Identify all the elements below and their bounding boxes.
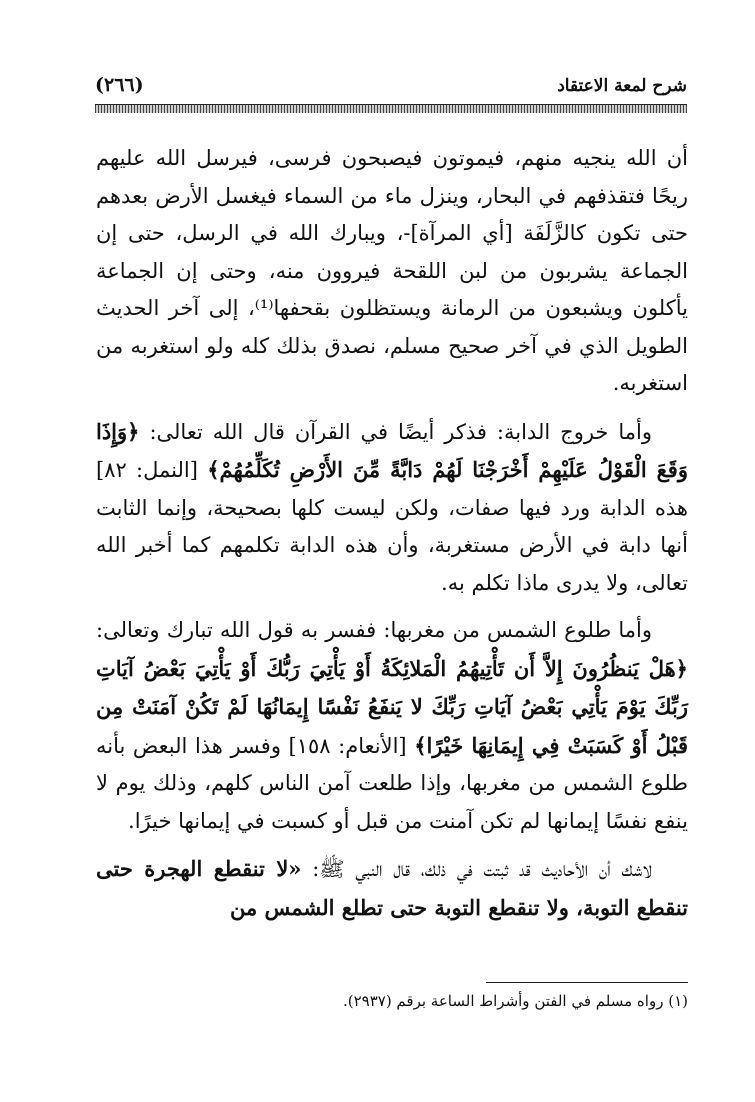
quran-verse-anam: ﴿هَلْ يَنظُرُونَ إِلاَّ أَن تَأْتِيهُمُ الْمَلائِكَةُ أَوْ يَأْتِيَ رَبُّكَ أَوْ يَأْتِيَ بَعْضُ آيَاتِ رَبِّكَ يَوْمَ يَأْتِي بَعْضُ آيَاتِ رَبِّكَ لا يَنفَعُ نَفْسًا إِيمَانُهَا لَمْ تَكُنْ آمَنَتْ مِن قَبْلُ أَوْ كَسَبَتْ فِي إِيمَانِهَا خَيْرًا﴾ [96,655,688,758]
paragraph-1: أن الله ينجيه منهم، فيموتون فيصبحون فرسى، فيرسل الله عليهم ريحًا فتقذفهم في البحار، وينزل ماء من السماء فيغسل الأرض بعدهم حتى تكون كالزَّلَفَة [أي المرآة]-، ويبارك الله في الرسل، حتى إن الجماعة يشربون من لبن اللقحة فيروون منه، وحتى إن الجماعة يأكلون ويشبعون من الرمانة ويستظلون بقحفها⁽¹⁾، إلى آخر الحديث الطويل الذي في آخر صحيح مسلم، نصدق بذلك كله ولو استغربه من استغربه. [96,146,688,395]
page-number: (٢٦٦) [95,74,144,96]
footnote-separator [486,982,688,983]
header-rule [95,104,687,113]
paragraph-4-intro: لاشك أن الأحاديث قد ثبتت في ذلك، قال النبي ﷺ: [312,857,652,881]
paragraph-2-intro: وأما خروج الدابة: فذكر أيضًا في القرآن قال الله تعالى: [149,419,652,444]
paragraph-2-body: [النمل: ٨٢] هذه الدابة ورد فيها صفات، ولكن ليست كلها بصحيحة، وإنما الثابت أنها دابة في الأرض مستغربة، وأن هذه الدابة تكلمهم كما أخبر الله تعالى، ولا يدرى ماذا تكلم به. [96,458,688,595]
paragraph-3-body: [الأنعام: ١٥٨] وفسر هذا البعض بأنه طلوع الشمس من مغربها، وإذا طلعت آمن الناس كلهم، وذلك يوم لا ينفع نفسًا إيمانها لم تكن آمنت من قبل أو كسبت في إيمانها خيرًا. [96,733,688,833]
footnote: (١) رواه مسلم في الفتن وأشراط الساعة برقم (٢٩٣٧). [342,992,688,1010]
page-header [95,72,687,106]
book-title: شرح لمعة الاعتقاد [557,76,687,96]
paragraph-2 [96,413,688,603]
paragraph-3-intro: وأما طلوع الشمس من مغربها: ففسر به قول الله تبارك وتعالى: [96,618,652,642]
quran-verse-naml: ﴿وَإِذَا وَقَعَ الْقَوْلُ عَلَيْهِمْ أَخْرَجْنَا لَهُمْ دَابَّةً مِّنَ الأَرْضِ تُكَلِّمُهُمْ﴾ [96,418,688,482]
paragraph-4 [96,850,688,927]
main-text [96,140,688,937]
paragraph-3 [96,612,688,840]
hadith-quote: «لا تنقطع الهجرة حتى تنقطع التوبة، ولا تنقطع التوبة حتى تطلع الشمس من [96,856,688,920]
